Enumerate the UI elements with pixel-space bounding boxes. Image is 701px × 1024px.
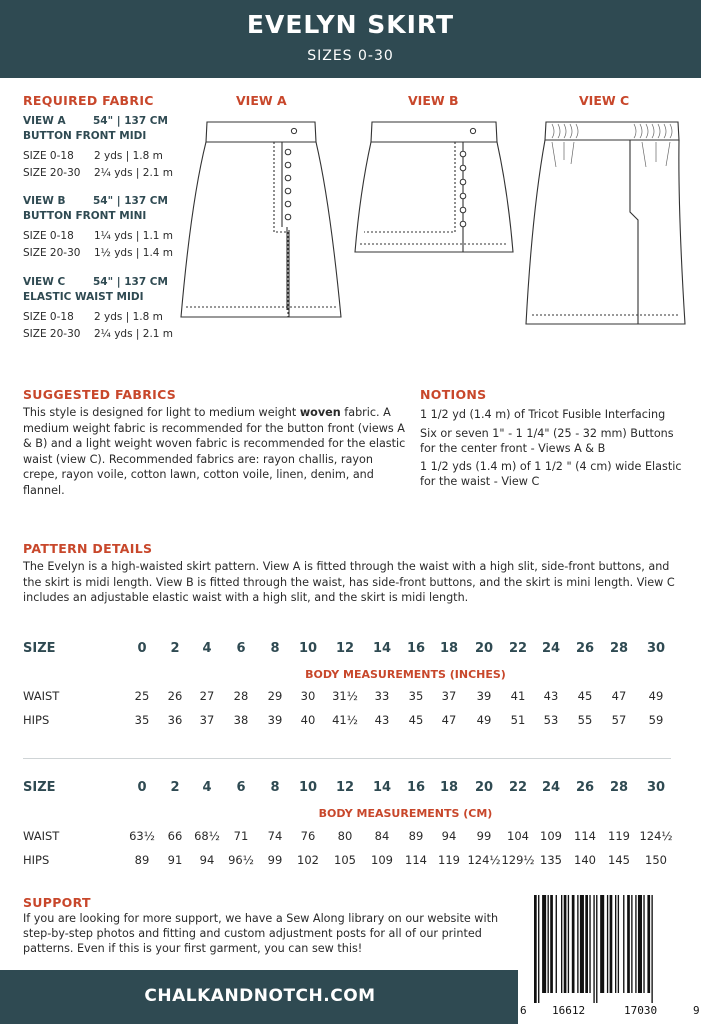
table-cell: 39 bbox=[476, 689, 492, 703]
view-b-label: VIEW B bbox=[408, 93, 459, 108]
inches-measurements-heading: BODY MEASUREMENTS (INCHES) bbox=[305, 668, 506, 681]
table-cell: 4 bbox=[202, 780, 212, 795]
fabric-view-a-header bbox=[23, 114, 168, 129]
table-cell: 35 bbox=[408, 689, 424, 703]
fabric-view-label: VIEW A bbox=[23, 115, 66, 127]
barcode-bar bbox=[635, 895, 636, 993]
table-cell: 140 bbox=[574, 853, 596, 867]
barcode-bar bbox=[580, 895, 584, 993]
table-cell: 26 bbox=[575, 780, 595, 795]
notion-item: Six or seven 1" - 1 1/4" (25 - 32 mm) Buttons for the center front - Views A & B bbox=[420, 427, 674, 455]
table-cell: 80 bbox=[337, 829, 353, 843]
suggested-fabrics-text bbox=[23, 405, 411, 498]
table-cell: 31½ bbox=[332, 689, 358, 703]
fabric-width: 54" | 137 CM bbox=[93, 115, 168, 127]
barcode-bar bbox=[596, 895, 597, 1003]
fabric-row bbox=[23, 167, 174, 179]
pattern-details-text: The Evelyn is a high-waisted skirt pattern. View A is fitted through the waist with a high slit, side-front buttons, and the skirt is midi length. View B is fitted through the waist, has side-front buttons, and the skirt is mini length. View C includes an adjustable elastic waist with a high slit, and the skirt is midi length. bbox=[23, 560, 675, 604]
table-cell: 37 bbox=[441, 689, 457, 703]
hips-row-label: HIPS bbox=[23, 713, 50, 727]
table-cell: 28 bbox=[609, 780, 629, 795]
barcode-bar bbox=[556, 895, 557, 993]
suggested-fabrics-heading: SUGGESTED FABRICS bbox=[23, 387, 177, 402]
table-cell: 22 bbox=[508, 780, 528, 795]
table-cell: 124½ bbox=[467, 853, 501, 867]
table-cell: 14 bbox=[372, 780, 392, 795]
fabric-row bbox=[23, 328, 174, 340]
fabric-size: SIZE 0-18 bbox=[23, 230, 74, 242]
website-link[interactable]: CHALKANDNOTCH.COM bbox=[144, 986, 376, 1006]
hips-row-cm bbox=[0, 853, 701, 871]
barcode-bar bbox=[561, 895, 562, 993]
table-cell: 99 bbox=[267, 853, 283, 867]
barcode-bar bbox=[610, 895, 613, 993]
fabric-amount: 1¼ yds | 1.1 m bbox=[94, 230, 174, 242]
fabrics-text-part: fabric. A medium weight fabric is recommended for the button front (views A & B) and a light weight woven fabric is recommended for the elastic waist (view C). Recommended fabrics are: rayon challis, rayon crepe, rayon voile, cotton lawn, cotton voile, linen, denim, and flannel. bbox=[23, 406, 406, 497]
waist-row-cm bbox=[0, 829, 701, 847]
table-cell: 18 bbox=[439, 641, 459, 656]
table-cell: 114 bbox=[574, 829, 596, 843]
barcode-bar bbox=[542, 895, 546, 993]
table-cell: 59 bbox=[648, 713, 664, 727]
table-cell: 0 bbox=[137, 641, 147, 656]
table-cell: 47 bbox=[611, 689, 627, 703]
barcode-bar bbox=[600, 895, 604, 993]
fabric-row bbox=[23, 247, 174, 259]
table-cell: 109 bbox=[540, 829, 562, 843]
table-cell: 104 bbox=[507, 829, 529, 843]
table-cell: 53 bbox=[543, 713, 559, 727]
table-cell: 76 bbox=[300, 829, 316, 843]
table-cell: 38 bbox=[233, 713, 249, 727]
table-cell: 16 bbox=[406, 641, 426, 656]
table-cell: 33 bbox=[374, 689, 390, 703]
barcode-bar bbox=[577, 895, 578, 993]
table-cell: 24 bbox=[541, 780, 561, 795]
fabric-amount: 2 yds | 1.8 m bbox=[94, 150, 163, 162]
barcode-bar bbox=[627, 895, 630, 993]
fabrics-text-part: This style is designed for light to medium weight bbox=[23, 406, 300, 419]
size-row-inches bbox=[0, 641, 701, 659]
fabric-row bbox=[23, 150, 163, 162]
fabric-size: SIZE 20-30 bbox=[23, 247, 81, 259]
table-cell: 96½ bbox=[228, 853, 254, 867]
barcode-bar bbox=[550, 895, 553, 993]
barcode-bar bbox=[534, 895, 537, 1003]
barcode-bar bbox=[647, 895, 650, 993]
table-cell: 4 bbox=[202, 641, 212, 656]
table-cell: 74 bbox=[267, 829, 283, 843]
table-cell: 43 bbox=[374, 713, 390, 727]
view-b-skirt-illustration bbox=[350, 112, 520, 262]
table-cell: 20 bbox=[474, 641, 494, 656]
view-c-label: VIEW C bbox=[579, 93, 630, 108]
table-cell: 129½ bbox=[501, 853, 535, 867]
size-range: SIZES 0-30 bbox=[307, 48, 394, 64]
table-cell: 28 bbox=[609, 641, 629, 656]
table-cell: 6 bbox=[236, 780, 246, 795]
table-cell: 36 bbox=[167, 713, 183, 727]
table-divider bbox=[23, 758, 671, 759]
waist-row-label: WAIST bbox=[23, 689, 60, 703]
table-cell: 8 bbox=[270, 641, 280, 656]
header-banner bbox=[0, 0, 701, 78]
cm-measurements-heading: BODY MEASUREMENTS (CM) bbox=[318, 807, 493, 820]
table-cell: 89 bbox=[134, 853, 150, 867]
table-cell: 145 bbox=[608, 853, 630, 867]
notion-item: 1 1/2 yd (1.4 m) of Tricot Fusible Interfacing bbox=[420, 408, 666, 421]
barcode-left-digits: 16612 bbox=[552, 1004, 586, 1017]
view-a-skirt-illustration bbox=[176, 112, 346, 332]
waist-row-label: WAIST bbox=[23, 829, 60, 843]
fabric-view-b-header bbox=[23, 194, 168, 209]
table-cell: 84 bbox=[374, 829, 390, 843]
table-cell: 124½ bbox=[639, 829, 673, 843]
table-cell: 26 bbox=[575, 641, 595, 656]
fabrics-text-bold: woven bbox=[299, 406, 341, 419]
barcode-bar bbox=[564, 895, 567, 993]
table-cell: 25 bbox=[134, 689, 150, 703]
barcode-bar bbox=[615, 895, 616, 993]
size-row-label: SIZE bbox=[23, 641, 56, 656]
barcode-check-digit: 9 bbox=[693, 1004, 700, 1017]
required-fabric-heading: REQUIRED FABRIC bbox=[23, 93, 154, 108]
table-cell: 94 bbox=[441, 829, 457, 843]
table-cell: 41 bbox=[510, 689, 526, 703]
table-cell: 10 bbox=[298, 641, 318, 656]
barcode-bar bbox=[572, 895, 575, 993]
table-cell: 102 bbox=[297, 853, 319, 867]
table-cell: 68½ bbox=[194, 829, 220, 843]
table-cell: 89 bbox=[408, 829, 424, 843]
notion-item: 1 1/2 yds (1.4 m) of 1 1/2 " (4 cm) wide Elastic for the waist - View C bbox=[420, 460, 682, 488]
fabric-amount: 2¼ yds | 2.1 m bbox=[94, 167, 174, 179]
barcode-bar bbox=[607, 895, 608, 993]
barcode-bar bbox=[585, 895, 588, 993]
table-cell: 55 bbox=[577, 713, 593, 727]
barcode-bar bbox=[631, 895, 632, 993]
table-cell: 35 bbox=[134, 713, 150, 727]
barcode-bar bbox=[643, 895, 644, 993]
table-cell: 8 bbox=[270, 780, 280, 795]
table-cell: 66 bbox=[167, 829, 183, 843]
fabric-size: SIZE 0-18 bbox=[23, 150, 74, 162]
table-cell: 30 bbox=[300, 689, 316, 703]
table-cell: 71 bbox=[233, 829, 249, 843]
table-cell: 109 bbox=[371, 853, 393, 867]
barcode-right-digits: 17030 bbox=[624, 1004, 658, 1017]
table-cell: 45 bbox=[408, 713, 424, 727]
table-cell: 45 bbox=[577, 689, 593, 703]
fabric-view-label: VIEW C bbox=[23, 276, 66, 288]
fabric-row bbox=[23, 230, 174, 242]
table-cell: 14 bbox=[372, 641, 392, 656]
table-cell: 39 bbox=[267, 713, 283, 727]
table-cell: 99 bbox=[476, 829, 492, 843]
size-row-cm bbox=[0, 780, 701, 798]
table-cell: 119 bbox=[608, 829, 630, 843]
table-cell: 135 bbox=[540, 853, 562, 867]
table-cell: 43 bbox=[543, 689, 559, 703]
table-cell: 57 bbox=[611, 713, 627, 727]
table-cell: 27 bbox=[199, 689, 215, 703]
pattern-details-heading: PATTERN DETAILS bbox=[23, 541, 153, 556]
table-cell: 119 bbox=[438, 853, 460, 867]
table-cell: 47 bbox=[441, 713, 457, 727]
table-cell: 63½ bbox=[129, 829, 155, 843]
barcode-bars bbox=[534, 895, 694, 1003]
fabric-size: SIZE 20-30 bbox=[23, 328, 81, 340]
table-cell: 2 bbox=[170, 780, 180, 795]
support-heading: SUPPORT bbox=[23, 895, 91, 910]
fabric-style-b: BUTTON FRONT MINI bbox=[23, 210, 147, 222]
fabric-amount: 2¼ yds | 2.1 m bbox=[94, 328, 174, 340]
table-cell: 49 bbox=[648, 689, 664, 703]
barcode-bar bbox=[568, 895, 569, 993]
size-row-label: SIZE bbox=[23, 780, 56, 795]
table-cell: 10 bbox=[298, 780, 318, 795]
fabric-amount: 1½ yds | 1.4 m bbox=[94, 247, 174, 259]
barcode-bar bbox=[651, 895, 652, 1003]
barcode-bar bbox=[593, 895, 594, 1003]
barcode-bar bbox=[538, 895, 539, 1003]
fabric-amount: 2 yds | 1.8 m bbox=[94, 311, 163, 323]
table-cell: 40 bbox=[300, 713, 316, 727]
table-cell: 49 bbox=[476, 713, 492, 727]
barcode-bar bbox=[623, 895, 624, 993]
table-cell: 26 bbox=[167, 689, 183, 703]
table-cell: 12 bbox=[335, 780, 355, 795]
table-cell: 20 bbox=[474, 780, 494, 795]
fabric-view-label: VIEW B bbox=[23, 195, 66, 207]
table-cell: 94 bbox=[199, 853, 215, 867]
waist-row-inches bbox=[0, 689, 701, 707]
barcode-lead-digit: 6 bbox=[520, 1004, 527, 1017]
view-a-label: VIEW A bbox=[236, 93, 287, 108]
pattern-title: EVELYN SKIRT bbox=[246, 10, 455, 39]
table-cell: 91 bbox=[167, 853, 183, 867]
fabric-style-a: BUTTON FRONT MIDI bbox=[23, 130, 147, 142]
hips-row-label: HIPS bbox=[23, 853, 50, 867]
support-text: If you are looking for more support, we have a Sew Along library on our website with step-by-step photos and fitting and custom adjustment posts for all of our printed patterns. Even if this is your first garment, you can sew this! bbox=[23, 912, 499, 955]
fabric-width: 54" | 137 CM bbox=[93, 276, 168, 288]
table-cell: 22 bbox=[508, 641, 528, 656]
table-cell: 2 bbox=[170, 641, 180, 656]
table-cell: 18 bbox=[439, 780, 459, 795]
table-cell: 150 bbox=[645, 853, 667, 867]
fabric-row bbox=[23, 311, 163, 323]
table-cell: 51 bbox=[510, 713, 526, 727]
fabric-width: 54" | 137 CM bbox=[93, 195, 168, 207]
fabric-view-c-header bbox=[23, 275, 168, 290]
table-cell: 30 bbox=[646, 641, 666, 656]
table-cell: 16 bbox=[406, 780, 426, 795]
table-cell: 29 bbox=[267, 689, 283, 703]
fabric-size: SIZE 20-30 bbox=[23, 167, 81, 179]
table-cell: 114 bbox=[405, 853, 427, 867]
fabric-size: SIZE 0-18 bbox=[23, 311, 74, 323]
barcode-bar bbox=[618, 895, 619, 993]
table-cell: 24 bbox=[541, 641, 561, 656]
hips-row-inches bbox=[0, 713, 701, 731]
fabric-style-c: ELASTIC WAIST MIDI bbox=[23, 291, 144, 303]
table-cell: 0 bbox=[137, 780, 147, 795]
barcode-bar bbox=[589, 895, 590, 993]
table-cell: 12 bbox=[335, 641, 355, 656]
table-cell: 30 bbox=[646, 780, 666, 795]
barcode-bar bbox=[548, 895, 549, 993]
table-cell: 28 bbox=[233, 689, 249, 703]
barcode-bar bbox=[638, 895, 642, 993]
table-cell: 37 bbox=[199, 713, 215, 727]
table-cell: 105 bbox=[334, 853, 356, 867]
notions-heading: NOTIONS bbox=[420, 387, 487, 402]
view-c-skirt-illustration bbox=[522, 112, 692, 332]
table-cell: 41½ bbox=[332, 713, 358, 727]
table-cell: 6 bbox=[236, 641, 246, 656]
barcode bbox=[518, 887, 701, 1024]
